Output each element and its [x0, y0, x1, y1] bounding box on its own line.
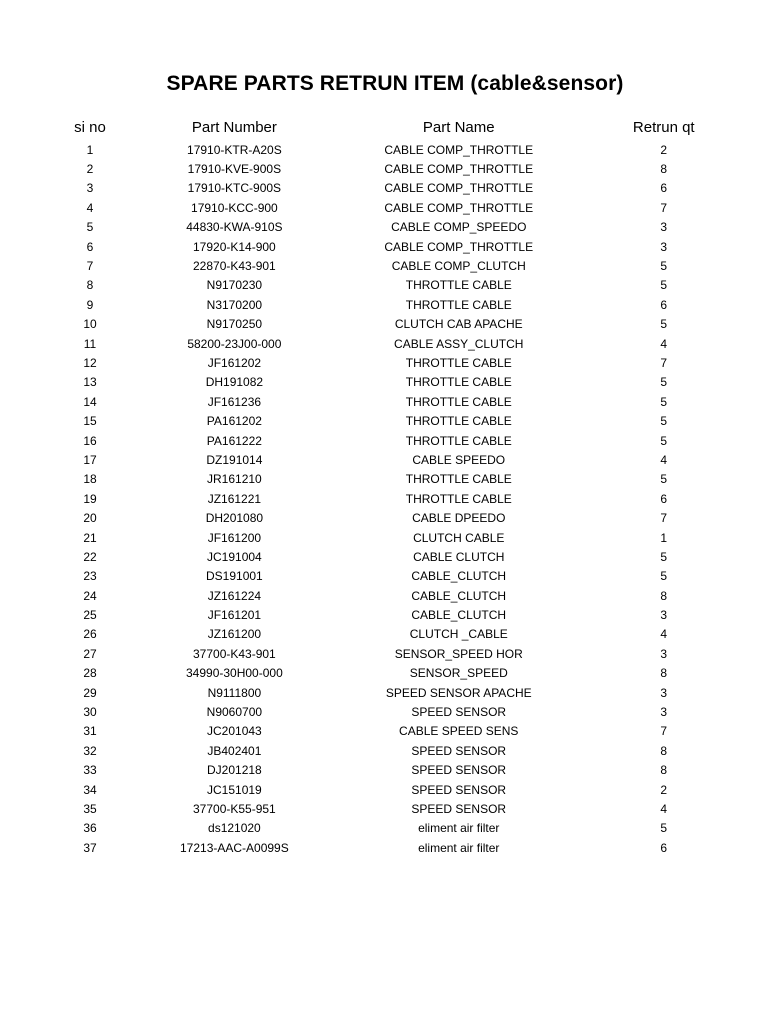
table-row: [0, 702, 699, 721]
table-row: [0, 218, 699, 237]
cell-si-no: 31: [83, 724, 97, 739]
table-row: [0, 528, 699, 547]
cell-return-qty: 7: [660, 724, 668, 739]
cell-part-number: 17910-KTR-A20S: [187, 142, 282, 157]
cell-return-qty: 3: [660, 705, 668, 720]
table-row: [0, 198, 699, 217]
parts-table: [0, 116, 699, 857]
cell-part-number: N9170250: [206, 317, 263, 332]
table-row: [0, 625, 699, 644]
cell-part-name: CABLE COMP_SPEEDO: [391, 220, 527, 235]
table-row: [0, 605, 699, 624]
table-row: [0, 508, 699, 527]
table-row: [0, 683, 699, 702]
table-row: [0, 838, 699, 857]
cell-return-qty: 3: [660, 685, 668, 700]
header-si-no: si no: [74, 118, 106, 136]
cell-part-number: JC151019: [207, 782, 262, 797]
cell-return-qty: 5: [660, 259, 668, 274]
table-row: [0, 334, 699, 353]
cell-part-name: THROTTLE CABLE: [405, 394, 512, 409]
cell-part-number: DH191082: [205, 375, 264, 390]
cell-return-qty: 8: [660, 743, 668, 758]
cell-return-qty: 4: [660, 801, 668, 816]
cell-part-number: 22870-K43-901: [193, 259, 276, 274]
cell-si-no: 30: [83, 705, 97, 720]
cell-si-no: 29: [83, 685, 97, 700]
cell-return-qty: 6: [660, 181, 668, 196]
cell-part-name: CABLE SPEED SENS: [399, 724, 519, 739]
cell-si-no: 9: [86, 297, 94, 312]
cell-part-number: N9111800: [207, 685, 262, 700]
table-row: [0, 489, 699, 508]
cell-part-name: CABLE COMP_CLUTCH: [391, 259, 526, 274]
table-row: [0, 315, 699, 334]
cell-si-no: 32: [83, 743, 97, 758]
cell-part-number: 17920-K14-900: [193, 239, 276, 254]
cell-part-name: CLUTCH _CABLE: [409, 627, 508, 642]
cell-return-qty: 3: [660, 239, 668, 254]
cell-part-number: 17910-KTC-900S: [187, 181, 282, 196]
cell-si-no: 27: [83, 646, 97, 661]
cell-si-no: 21: [83, 530, 97, 545]
cell-si-no: 12: [83, 355, 97, 370]
cell-part-name: THROTTLE CABLE: [405, 491, 512, 506]
cell-part-name: SENSOR_SPEED: [409, 666, 508, 681]
header-part-number: Part Number: [191, 118, 277, 136]
cell-part-name: CABLE_CLUTCH: [411, 569, 507, 584]
cell-si-no: 24: [83, 588, 97, 603]
table-row: [0, 431, 699, 450]
table-header: [0, 116, 699, 138]
cell-part-number: N9170230: [206, 278, 263, 293]
cell-part-number: PA161222: [206, 433, 262, 448]
cell-si-no: 20: [83, 511, 97, 526]
cell-return-qty: 6: [660, 491, 668, 506]
cell-part-name: SENSOR_SPEED HOR: [394, 646, 523, 661]
cell-part-name: CABLE ASSY_CLUTCH: [394, 336, 524, 351]
cell-part-number: 17910-KVE-900S: [187, 162, 282, 177]
cell-part-name: SPEED SENSOR: [411, 763, 507, 778]
cell-part-number: JF161201: [207, 608, 262, 623]
cell-return-qty: 1: [660, 530, 668, 545]
cell-part-name: CABLE_CLUTCH: [411, 588, 507, 603]
cell-part-name: eliment air filter: [418, 821, 500, 836]
cell-part-name: CLUTCH CAB APACHE: [394, 317, 523, 332]
cell-si-no: 15: [83, 414, 97, 429]
cell-return-qty: 3: [660, 608, 668, 623]
cell-part-number: JF161236: [207, 394, 262, 409]
cell-return-qty: 2: [660, 782, 668, 797]
cell-si-no: 6: [86, 239, 94, 254]
cell-return-qty: 2: [660, 142, 668, 157]
cell-si-no: 8: [86, 278, 94, 293]
document-title: SPARE PARTS RETRUN ITEM (cable&sensor): [166, 72, 624, 95]
cell-part-number: N3170200: [206, 297, 263, 312]
cell-part-name: CABLE DPEEDO: [412, 511, 506, 526]
cell-part-name: CABLE COMP_THROTTLE: [384, 239, 534, 254]
cell-return-qty: 8: [660, 162, 668, 177]
cell-return-qty: 5: [660, 394, 668, 409]
cell-si-no: 17: [83, 452, 97, 467]
cell-si-no: 1: [86, 142, 94, 157]
table-row: [0, 138, 699, 159]
cell-return-qty: 7: [660, 200, 668, 215]
cell-si-no: 14: [83, 394, 97, 409]
table-row: [0, 741, 699, 760]
cell-part-number: 37700-K55-951: [193, 801, 276, 816]
cell-si-no: 16: [83, 433, 97, 448]
cell-return-qty: 5: [660, 375, 668, 390]
cell-part-name: THROTTLE CABLE: [405, 375, 512, 390]
cell-part-number: JF161200: [207, 530, 262, 545]
cell-return-qty: 3: [660, 646, 668, 661]
cell-part-number: JZ161224: [207, 588, 262, 603]
table-body: [0, 138, 699, 857]
cell-return-qty: 5: [660, 317, 668, 332]
cell-part-number: JZ161221: [207, 491, 262, 506]
table-row: [0, 567, 699, 586]
cell-part-number: DS191001: [206, 569, 263, 584]
cell-part-name: THROTTLE CABLE: [405, 433, 512, 448]
cell-part-name: THROTTLE CABLE: [405, 414, 512, 429]
cell-return-qty: 7: [660, 355, 668, 370]
cell-return-qty: 4: [660, 627, 668, 642]
cell-si-no: 35: [83, 801, 97, 816]
cell-part-number: PA161202: [206, 414, 262, 429]
cell-part-number: 44830-KWA-910S: [186, 220, 283, 235]
cell-part-number: 37700-K43-901: [193, 646, 276, 661]
cell-si-no: 13: [83, 375, 97, 390]
table-row: [0, 761, 699, 780]
table-row: [0, 450, 699, 469]
cell-return-qty: 5: [660, 278, 668, 293]
cell-part-number: N9060700: [206, 705, 263, 720]
table-row: [0, 353, 699, 372]
cell-si-no: 19: [83, 491, 97, 506]
cell-si-no: 36: [83, 821, 97, 836]
cell-si-no: 10: [83, 317, 97, 332]
cell-si-no: 23: [83, 569, 97, 584]
table-row: [0, 470, 699, 489]
cell-si-no: 7: [86, 259, 94, 274]
cell-si-no: 3: [86, 181, 94, 196]
cell-return-qty: 5: [660, 821, 668, 836]
cell-part-name: THROTTLE CABLE: [405, 355, 512, 370]
cell-part-number: JB402401: [207, 743, 262, 758]
table-row: [0, 780, 699, 799]
cell-part-name: eliment air filter: [418, 840, 500, 855]
cell-part-number: DZ191014: [206, 452, 263, 467]
cell-si-no: 11: [83, 336, 97, 351]
header-return-qty: Retrun qt: [632, 118, 695, 136]
cell-part-name: CABLE SPEEDO: [412, 452, 506, 467]
cell-si-no: 37: [83, 840, 97, 855]
cell-part-name: CABLE COMP_THROTTLE: [384, 142, 534, 157]
cell-return-qty: 7: [660, 511, 668, 526]
table-row: [0, 295, 699, 314]
table-row: [0, 547, 699, 566]
cell-part-name: SPEED SENSOR: [411, 801, 507, 816]
cell-part-number: DJ201218: [207, 763, 262, 778]
cell-si-no: 26: [83, 627, 97, 642]
table-row: [0, 237, 699, 256]
cell-si-no: 4: [86, 200, 94, 215]
cell-part-name: SPEED SENSOR APACHE: [385, 685, 532, 700]
table-row: [0, 411, 699, 430]
cell-return-qty: 5: [660, 433, 668, 448]
cell-part-name: THROTTLE CABLE: [405, 278, 512, 293]
cell-return-qty: 5: [660, 549, 668, 564]
cell-part-name: THROTTLE CABLE: [405, 297, 512, 312]
header-part-name: Part Name: [422, 118, 495, 136]
table-row: [0, 722, 699, 741]
cell-part-number: JF161202: [207, 355, 262, 370]
cell-part-number: DH201080: [205, 511, 264, 526]
header-row: [0, 116, 699, 138]
table-row: [0, 392, 699, 411]
cell-return-qty: 5: [660, 569, 668, 584]
cell-return-qty: 5: [660, 414, 668, 429]
cell-return-qty: 8: [660, 588, 668, 603]
cell-part-number: JC201043: [207, 724, 262, 739]
cell-part-name: CABLE CLUTCH: [413, 549, 505, 564]
cell-si-no: 33: [83, 763, 97, 778]
cell-si-no: 28: [83, 666, 97, 681]
table-row: [0, 644, 699, 663]
table-row: [0, 179, 699, 198]
cell-part-name: SPEED SENSOR: [411, 782, 507, 797]
cell-part-number: 17213-AAC-A0099S: [180, 840, 289, 855]
table-row: [0, 276, 699, 295]
cell-return-qty: 6: [660, 297, 668, 312]
cell-return-qty: 6: [660, 840, 668, 855]
table-row: [0, 819, 699, 838]
table-row: [0, 664, 699, 683]
cell-part-number: JZ161200: [207, 627, 262, 642]
cell-return-qty: 4: [660, 336, 668, 351]
cell-return-qty: 8: [660, 666, 668, 681]
cell-part-name: CABLE COMP_THROTTLE: [384, 200, 534, 215]
cell-return-qty: 8: [660, 763, 668, 778]
cell-part-number: ds121020: [208, 821, 261, 836]
cell-part-number: JC191004: [207, 549, 262, 564]
cell-part-name: SPEED SENSOR: [411, 705, 507, 720]
cell-part-name: THROTTLE CABLE: [405, 472, 512, 487]
cell-part-name: CLUTCH CABLE: [413, 530, 505, 545]
table-row: [0, 799, 699, 818]
cell-part-number: 17910-KCC-900: [191, 200, 278, 215]
cell-return-qty: 4: [660, 452, 668, 467]
cell-si-no: 25: [83, 608, 97, 623]
cell-return-qty: 3: [660, 220, 668, 235]
cell-return-qty: 5: [660, 472, 668, 487]
cell-si-no: 5: [86, 220, 94, 235]
table-row: [0, 159, 699, 178]
cell-part-number: 34990-30H00-000: [186, 666, 283, 681]
cell-part-number: JR161210: [207, 472, 262, 487]
cell-si-no: 34: [83, 782, 97, 797]
cell-part-name: CABLE COMP_THROTTLE: [384, 181, 534, 196]
cell-si-no: 2: [86, 162, 94, 177]
cell-si-no: 18: [83, 472, 97, 487]
cell-si-no: 22: [83, 549, 97, 564]
table-row: [0, 373, 699, 392]
table-row: [0, 586, 699, 605]
cell-part-number: 58200-23J00-000: [187, 336, 282, 351]
table-row: [0, 256, 699, 275]
cell-part-name: SPEED SENSOR: [411, 743, 507, 758]
cell-part-name: CABLE_CLUTCH: [411, 608, 507, 623]
cell-part-name: CABLE COMP_THROTTLE: [384, 162, 534, 177]
